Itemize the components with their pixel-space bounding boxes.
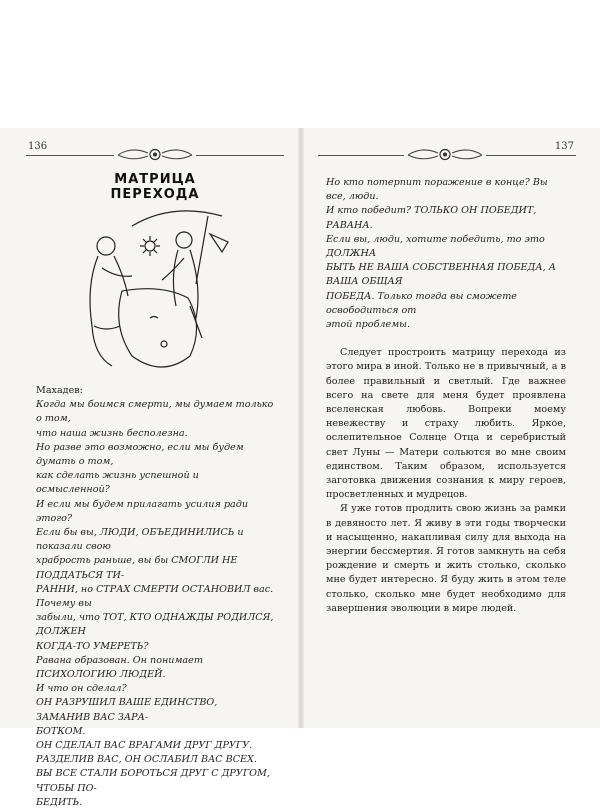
- quote-line: ПОБЕДА. Только тогда вы сможете освободиться от: [326, 290, 517, 316]
- header-ornament-icon: [404, 142, 486, 166]
- quote-line: Если вы, люди, хотите победить, то это ДОЛЖНА: [326, 233, 545, 260]
- text-line: Равана образован. Он понимает ПСИХОЛОГИЮ ЛЮДЕЙ.: [36, 654, 203, 681]
- left-page-text: [36, 384, 274, 810]
- text-line: БОТКОМ.: [36, 725, 86, 737]
- text-line: БЕДИТЬ.: [36, 796, 83, 808]
- text-line: КОГДА-ТО УМЕРЕТЬ?: [36, 640, 149, 652]
- text-line: Махадев:: [36, 385, 83, 396]
- quote-line: БЫТЬ НЕ ВАША СОБСТВЕННАЯ ПОБЕДА, А ВАША ОБЩАЯ: [326, 262, 556, 288]
- text-line: И если мы будем прилагать усилия ради этого?: [36, 498, 248, 524]
- left-page: [0, 128, 298, 808]
- text-line: РАЗДЕЛИВ ВАС, ОН ОСЛАБИЛ ВАС ВСЕХ.: [36, 754, 257, 766]
- quote-line: И кто победит? ТОЛЬКО ОН ПОБЕДИТ, РАВАНА.: [326, 205, 537, 231]
- chapter-title: МАТРИЦА ПЕРЕХОДА: [110, 172, 200, 202]
- text-line: И что он сделал?: [36, 683, 127, 695]
- text-line: Если бы вы, ЛЮДИ, ОБЪЕДИНИЛИСЬ и показали свою: [36, 527, 244, 553]
- two-figures-illustration: [72, 206, 248, 376]
- text-line: Когда мы боимся смерти, мы думаем только о том,: [36, 399, 274, 425]
- text-line: ОН СДЕЛАЛ ВАС ВРАГАМИ ДРУГ ДРУГУ.: [36, 740, 253, 752]
- quote-line: этой проблемы.: [326, 319, 411, 331]
- text-line: забыли, что ТОТ, КТО ОДНАЖДЫ РОДИЛСЯ, ДОЛЖЕН: [36, 612, 274, 638]
- text-line: РАННИ, но СТРАХ СМЕРТИ ОСТАНОВИЛ вас. Почему вы: [36, 583, 274, 610]
- text-line: Но разве это возможно, если мы будем думать о том,: [36, 441, 244, 468]
- text-line: ВЫ ВСЕ СТАЛИ БОРОТЬСЯ ДРУГ С ДРУГОМ, ЧТОБЫ ПО-: [36, 768, 270, 794]
- text-line: ОН РАЗРУШИЛ ВАШЕ ЕДИНСТВО, ЗАМАНИВ ВАС ЗАРА-: [36, 697, 218, 723]
- right-page: [304, 128, 600, 728]
- right-page-text: [326, 176, 566, 616]
- header-ornament-icon: [114, 142, 196, 166]
- quote-line: Но кто потерпит поражение в конце? Вы все, люди.: [326, 177, 548, 203]
- paragraph: Я уже готов продлить свою жизнь за рамки в девяносто лет. Я живу в эти годы творчески и насыщенно, накапливая силу для выхода на энергии бессмертия. Я готов замкнуть на себя рождение и смерть и жить столько, сколько мне будет интересно. Я буду жить в этом теле столько, сколько мне будет необходимо для завершения эволюции в мире людей.: [326, 503, 566, 614]
- book-spread: [0, 128, 600, 808]
- text-line: что наша жизнь бесполезна.: [36, 427, 188, 439]
- page-number-left: 136: [28, 141, 48, 152]
- page-number-right: 137: [554, 141, 574, 152]
- text-line: храбрость раньше, вы бы СМОГЛИ НЕ ПОДДАТЬСЯ ТИ-: [36, 555, 238, 581]
- paragraph: Следует простроить матрицу перехода из этого мира в иной. Только не в привычный, а в более правильный и светлый. Где важнее всего на свете для меня будет проявлена вселенская любовь. Вопреки моему невежеству и страху любить. Яркое, ослепительное Солнце Отца и серебристый свет Луны — Матери сольются во мне своим единством. Таким образом, используется заготовка движения сознания к миру героев, просветленных и мудрецов.: [326, 347, 566, 501]
- text-line: как сделать жизнь успешной и осмысленной?: [36, 470, 199, 496]
